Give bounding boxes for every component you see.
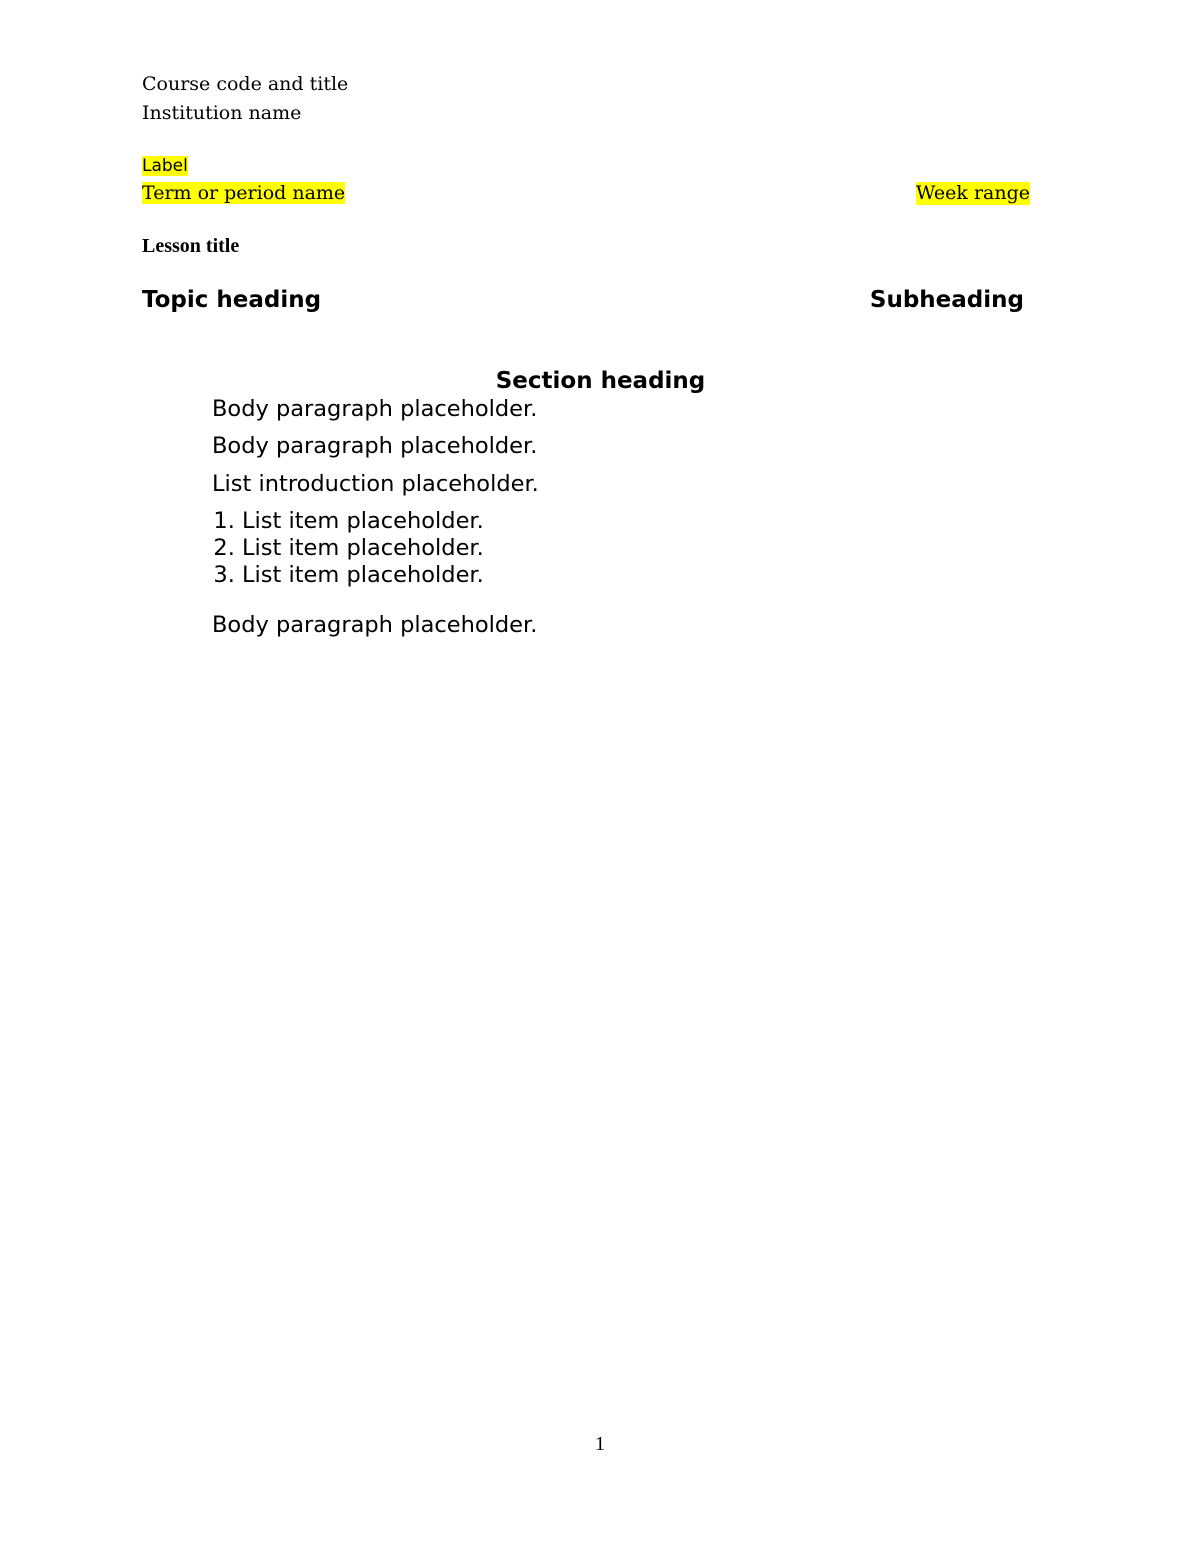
list-item: 3. List item placeholder.	[242, 562, 1059, 589]
week-label: Week range	[915, 182, 1030, 204]
highlight-label: Label	[142, 156, 188, 176]
page-number: 1	[595, 1433, 605, 1455]
period-row	[142, 182, 1030, 205]
course-header	[142, 73, 348, 96]
section-title: Section heading	[495, 368, 706, 394]
institution-header: Institution name	[142, 102, 302, 124]
document-body	[142, 396, 1059, 649]
closing-paragraph: Body paragraph placeholder.	[212, 611, 538, 638]
paragraph: Body paragraph placeholder.	[212, 433, 538, 460]
topic-right: Subheading	[869, 287, 1024, 313]
paragraph: Body paragraph placeholder.	[212, 396, 538, 422]
period-label: Term or period name	[142, 182, 346, 204]
topic-heading	[142, 286, 1024, 315]
item-list	[142, 508, 1059, 590]
list-item: 2. List item placeholder.	[242, 535, 1059, 562]
list-intro: List introduction placeholder.	[212, 470, 539, 497]
topic-main: Topic heading	[142, 287, 322, 313]
lesson-heading: Lesson title	[142, 235, 240, 257]
course-label: Course code and title	[142, 73, 349, 95]
highlight-label-row	[142, 156, 188, 176]
list-item: 1. List item placeholder.	[242, 508, 1059, 535]
